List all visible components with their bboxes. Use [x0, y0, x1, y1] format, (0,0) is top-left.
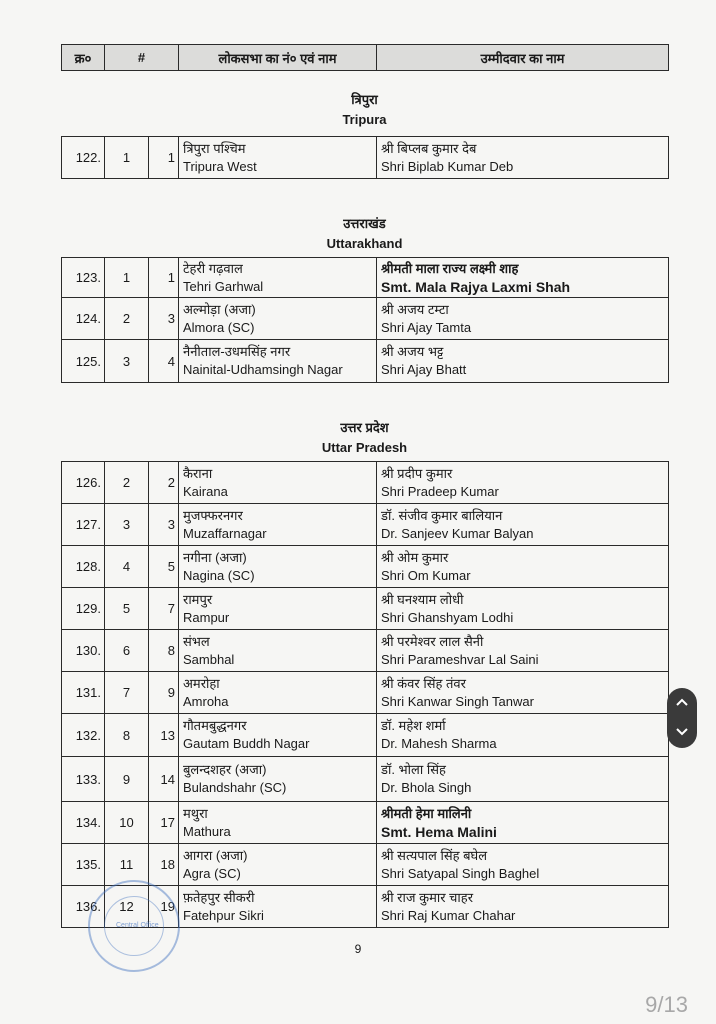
table-row — [62, 757, 669, 802]
serial-cell: 135. — [62, 844, 105, 886]
section-title-hi: त्रिपुरा — [351, 92, 378, 107]
constituency-cell — [179, 802, 377, 844]
candidate-name-en: Smt. Hema Malini — [381, 823, 497, 840]
constituency-number-cell: 1 — [149, 258, 179, 298]
serial-cell: 126. — [62, 462, 105, 504]
constituency-name-hi: फ़तेहपुर सीकरी — [183, 889, 255, 905]
constituency-name-hi: कैराना — [183, 465, 213, 481]
constituency-cell — [179, 588, 377, 630]
candidate-name-hi: श्री सत्यपाल सिंह बघेल — [381, 847, 488, 863]
candidate-cell — [377, 714, 669, 757]
candidate-name-hi: डॉ. महेश शर्मा — [381, 718, 446, 733]
candidate-name-en: Dr. Sanjeev Kumar Balyan — [381, 525, 534, 541]
constituency-number-cell: 5 — [149, 546, 179, 588]
table-row — [62, 714, 669, 757]
state-index-cell: 2 — [105, 462, 149, 504]
serial-cell: 132. — [62, 714, 105, 757]
section-table-uttar-pradesh — [61, 461, 669, 928]
header-table — [61, 44, 669, 71]
constituency-cell — [179, 340, 377, 383]
candidate-cell — [377, 802, 669, 844]
constituency-name-en: Nainital-Udhamsingh Nagar — [183, 362, 343, 377]
table-row — [62, 504, 669, 546]
state-index-cell: 8 — [105, 714, 149, 757]
constituency-name-en: Rampur — [183, 609, 230, 625]
constituency-name-en: Sambhal — [183, 651, 235, 667]
constituency-name-en: Mathura — [183, 823, 231, 839]
candidate-name-en: Shri Om Kumar — [381, 567, 471, 583]
constituency-cell — [179, 546, 377, 588]
candidate-cell — [377, 340, 669, 383]
candidate-cell — [377, 672, 669, 714]
candidate-name-en: Shri Biplab Kumar Deb — [381, 158, 514, 174]
serial-cell: 123. — [62, 258, 105, 298]
candidate-name-en: Smt. Mala Rajya Laxmi Shah — [381, 278, 571, 295]
candidate-cell — [377, 298, 669, 340]
candidate-name-hi: श्री बिप्लब कुमार देब — [381, 140, 477, 156]
scroll-control[interactable] — [667, 688, 697, 748]
constituency-cell — [179, 757, 377, 802]
state-index-cell: 2 — [105, 298, 149, 340]
state-index-cell: 5 — [105, 588, 149, 630]
constituency-name-en: Gautam Buddh Nagar — [183, 736, 310, 751]
candidate-name-hi: श्री ओम कुमार — [381, 549, 449, 565]
state-index-cell: 1 — [105, 137, 149, 179]
stamp-label: Central Office — [116, 922, 159, 929]
section-title-uttar-pradesh — [61, 418, 668, 458]
state-index-cell: 7 — [105, 672, 149, 714]
constituency-name-en: Kairana — [183, 483, 228, 499]
chevron-down-icon[interactable] — [675, 724, 689, 742]
candidate-name-hi: श्री घनश्याम लोधी — [381, 591, 464, 607]
constituency-name-hi: टेहरी गढ़वाल — [183, 260, 243, 276]
table-row — [62, 844, 669, 886]
section-table-uttarakhand — [61, 257, 669, 383]
serial-cell: 127. — [62, 504, 105, 546]
col-candidate-header: उम्मीदवार का नाम — [377, 45, 669, 71]
col-serial-header: क्र० — [62, 45, 105, 71]
section-title-tripura — [61, 90, 668, 130]
candidate-cell — [377, 886, 669, 928]
constituency-cell — [179, 630, 377, 672]
table-row — [62, 802, 669, 844]
constituency-name-hi: मथुरा — [183, 805, 208, 821]
candidate-name-hi: श्री प्रदीप कुमार — [381, 465, 453, 481]
constituency-number-cell: 13 — [149, 714, 179, 757]
candidate-name-en: Shri Parameshvar Lal Saini — [381, 651, 539, 667]
constituency-name-en: Almora (SC) — [183, 319, 255, 335]
state-index-cell: 12 — [105, 886, 149, 928]
candidate-name-hi: श्रीमती हेमा मालिनी — [381, 805, 472, 821]
table-row — [62, 137, 669, 179]
candidate-name-en: Shri Pradeep Kumar — [381, 483, 499, 499]
constituency-name-hi: संभल — [183, 633, 210, 649]
constituency-name-en: Bulandshahr (SC) — [183, 780, 287, 795]
serial-cell: 128. — [62, 546, 105, 588]
constituency-number-cell: 1 — [149, 137, 179, 179]
section-title-en: Uttarakhand — [326, 236, 403, 251]
constituency-number-cell: 2 — [149, 462, 179, 504]
constituency-name-hi: अमरोहा — [183, 675, 220, 691]
constituency-cell — [179, 714, 377, 757]
constituency-name-en: Muzaffarnagar — [183, 525, 267, 541]
candidate-cell — [377, 137, 669, 179]
candidate-cell — [377, 546, 669, 588]
state-index-cell: 3 — [105, 504, 149, 546]
constituency-name-hi: नैनीताल-उधमसिंह नगर — [183, 344, 291, 359]
constituency-number-cell: 3 — [149, 298, 179, 340]
candidate-name-en: Shri Raj Kumar Chahar — [381, 907, 516, 923]
constituency-name-en: Agra (SC) — [183, 865, 241, 881]
constituency-name-en: Amroha — [183, 693, 229, 709]
constituency-cell — [179, 672, 377, 714]
serial-cell: 122. — [62, 137, 105, 179]
state-index-cell: 1 — [105, 258, 149, 298]
state-index-cell: 10 — [105, 802, 149, 844]
chevron-up-icon[interactable] — [675, 694, 689, 712]
candidate-cell — [377, 844, 669, 886]
constituency-cell — [179, 462, 377, 504]
constituency-number-cell: 14 — [149, 757, 179, 802]
candidate-name-en: Dr. Bhola Singh — [381, 780, 472, 795]
candidate-cell — [377, 462, 669, 504]
table-row — [62, 630, 669, 672]
candidate-name-en: Shri Ghanshyam Lodhi — [381, 609, 514, 625]
state-index-cell: 9 — [105, 757, 149, 802]
constituency-name-hi: अल्मोड़ा (अजा) — [183, 301, 256, 317]
serial-cell: 136. — [62, 886, 105, 928]
candidate-cell — [377, 757, 669, 802]
constituency-number-cell: 7 — [149, 588, 179, 630]
serial-cell: 130. — [62, 630, 105, 672]
constituency-number-cell: 3 — [149, 504, 179, 546]
serial-cell: 131. — [62, 672, 105, 714]
candidate-name-hi: श्री परमेश्वर लाल सैनी — [381, 633, 484, 649]
table-row — [62, 546, 669, 588]
table-row — [62, 258, 669, 298]
constituency-name-en: Fatehpur Sikri — [183, 907, 264, 923]
constituency-cell — [179, 298, 377, 340]
constituency-name-hi: रामपुर — [183, 591, 213, 607]
table-row — [62, 588, 669, 630]
state-index-cell: 11 — [105, 844, 149, 886]
constituency-number-cell: 8 — [149, 630, 179, 672]
constituency-number-cell: 9 — [149, 672, 179, 714]
office-stamp — [88, 880, 180, 972]
serial-cell: 129. — [62, 588, 105, 630]
candidate-cell — [377, 588, 669, 630]
candidate-name-hi: श्री राज कुमार चाहर — [381, 889, 474, 905]
constituency-cell — [179, 844, 377, 886]
section-title-uttarakhand — [61, 214, 668, 254]
section-title-en: Uttar Pradesh — [321, 440, 408, 455]
candidate-cell — [377, 258, 669, 298]
candidate-name-hi: डॉ. भोला सिंह — [381, 762, 446, 777]
table-row — [62, 462, 669, 504]
section-title-hi: उत्तराखंड — [343, 216, 386, 231]
constituency-name-hi: त्रिपुरा पश्चिम — [183, 140, 246, 156]
table-row — [62, 672, 669, 714]
constituency-name-hi: नगीना (अजा) — [183, 549, 247, 565]
serial-cell: 133. — [62, 757, 105, 802]
constituency-cell — [179, 504, 377, 546]
candidate-cell — [377, 630, 669, 672]
constituency-name-hi: बुलन्दशहर (अजा) — [183, 762, 267, 777]
page-number: 9 — [354, 942, 362, 956]
candidate-name-hi: श्री कंवर सिंह तंवर — [381, 675, 466, 691]
candidate-name-en: Dr. Mahesh Sharma — [381, 736, 497, 751]
candidate-name-hi: श्रीमती माला राज्य लक्ष्मी शाह — [381, 260, 519, 276]
constituency-name-en: Tripura West — [183, 158, 257, 174]
candidate-name-hi: श्री अजय भट्ट — [381, 344, 444, 359]
state-index-cell: 4 — [105, 546, 149, 588]
candidate-name-hi: डॉ. संजीव कुमार बालियान — [381, 507, 503, 523]
candidate-cell — [377, 504, 669, 546]
constituency-cell — [179, 258, 377, 298]
page-counter: 9/13 — [645, 992, 688, 1017]
serial-cell: 134. — [62, 802, 105, 844]
state-index-cell: 3 — [105, 340, 149, 383]
constituency-name-hi: मुजफ्फरनगर — [183, 507, 243, 523]
table-row — [62, 340, 669, 383]
constituency-cell — [179, 137, 377, 179]
constituency-name-hi: आगरा (अजा) — [183, 847, 248, 863]
col-hash-header: # — [105, 45, 179, 71]
constituency-name-en: Nagina (SC) — [183, 567, 255, 583]
table-row — [62, 298, 669, 340]
constituency-number-cell: 4 — [149, 340, 179, 383]
constituency-number-cell: 19 — [149, 886, 179, 928]
constituency-cell — [179, 886, 377, 928]
serial-cell: 125. — [62, 340, 105, 383]
candidate-name-hi: श्री अजय टम्टा — [381, 301, 449, 317]
serial-cell: 124. — [62, 298, 105, 340]
section-title-en: Tripura — [342, 112, 387, 127]
constituency-number-cell: 18 — [149, 844, 179, 886]
candidate-name-en: Shri Ajay Bhatt — [381, 362, 467, 377]
constituency-name-en: Tehri Garhwal — [183, 278, 264, 294]
section-table-tripura — [61, 136, 669, 179]
candidate-name-en: Shri Ajay Tamta — [381, 319, 472, 335]
candidate-name-en: Shri Kanwar Singh Tanwar — [381, 693, 534, 709]
constituency-name-hi: गौतमबुद्धनगर — [183, 718, 247, 733]
state-index-cell: 6 — [105, 630, 149, 672]
candidate-name-en: Shri Satyapal Singh Baghel — [381, 865, 540, 881]
col-constituency-header: लोकसभा का नं० एवं नाम — [179, 45, 377, 71]
section-title-hi: उत्तर प्रदेश — [340, 420, 389, 435]
constituency-number-cell: 17 — [149, 802, 179, 844]
